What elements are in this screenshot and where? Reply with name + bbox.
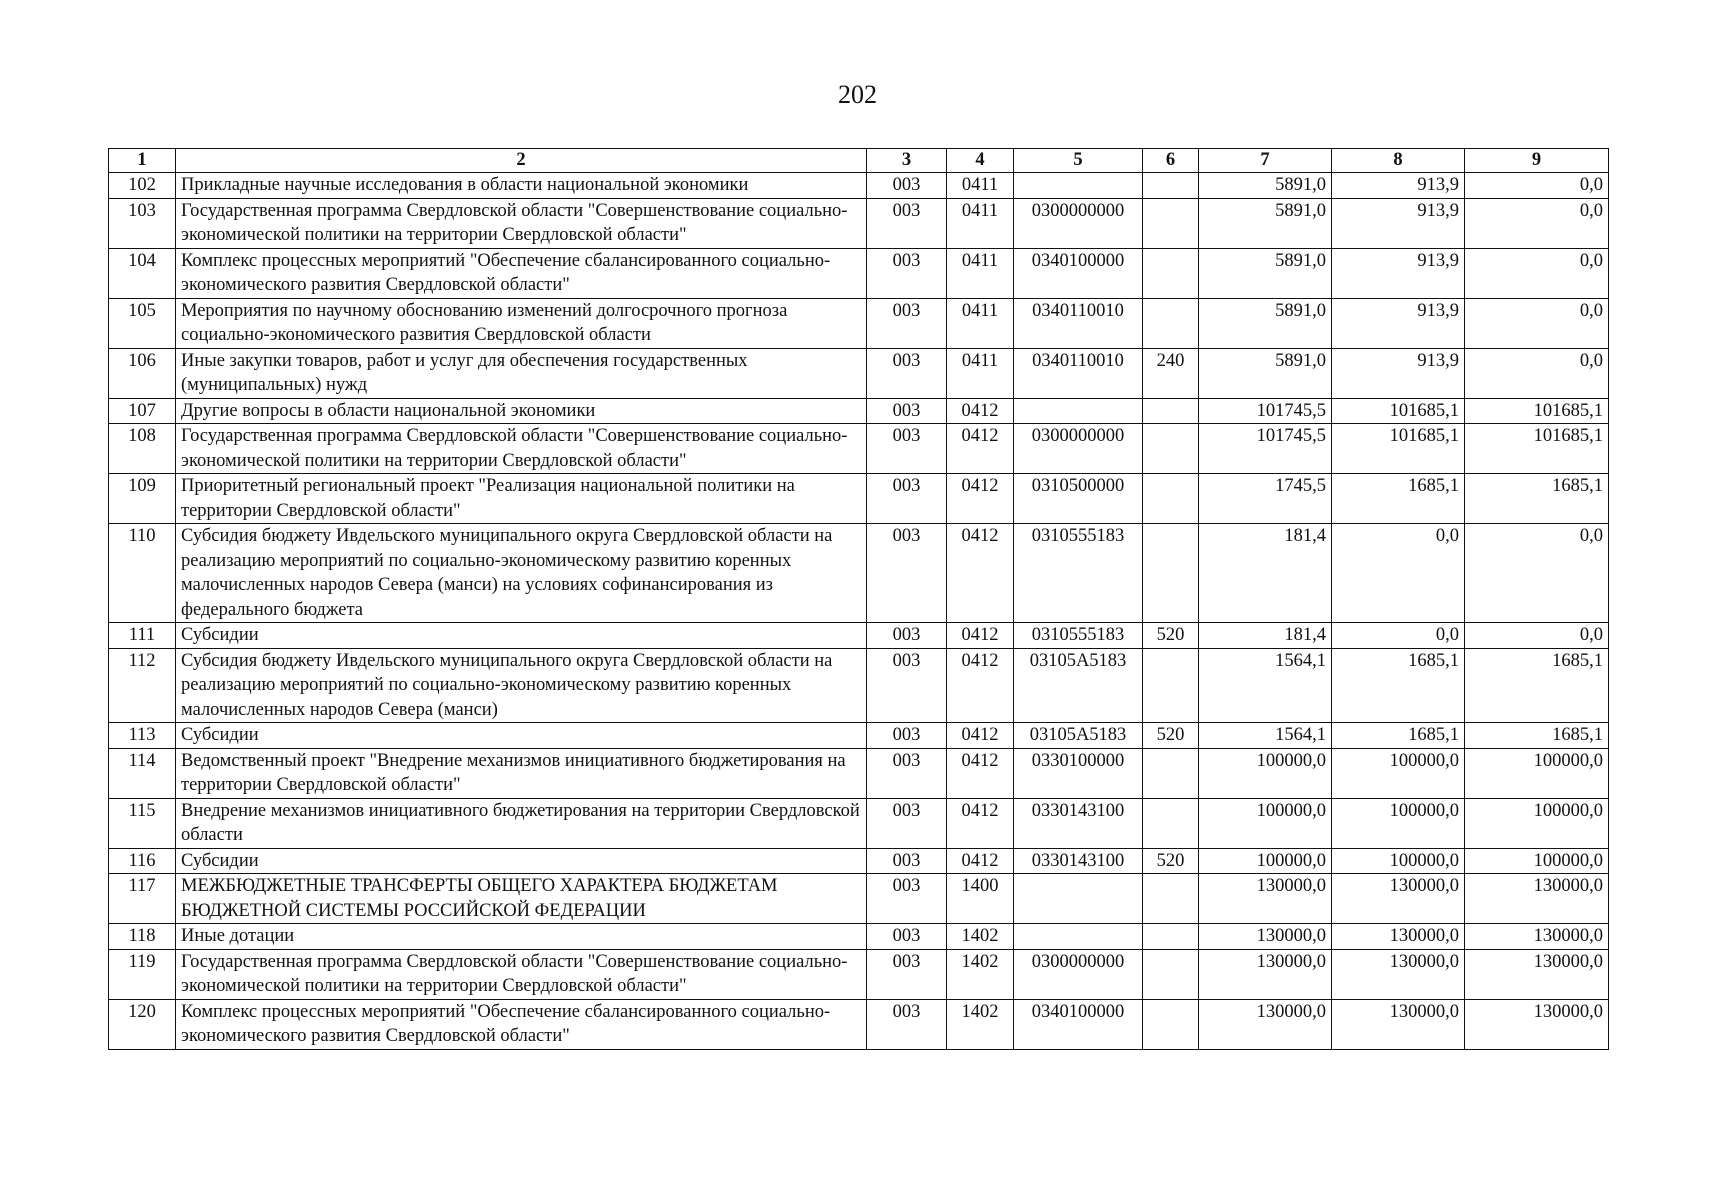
section-code: 0411 [947,248,1014,298]
amount-col-9: 130000,0 [1465,999,1609,1049]
expense-type-code [1143,298,1199,348]
ministry-code: 003 [867,248,947,298]
table-row [109,848,1609,874]
col-header-1: 1 [109,149,176,173]
section-code: 0412 [947,848,1014,874]
table-row [109,474,1609,524]
section-code: 0412 [947,748,1014,798]
amount-col-7: 100000,0 [1199,748,1332,798]
amount-col-7: 5891,0 [1199,198,1332,248]
expense-type-code: 520 [1143,723,1199,749]
section-code: 0412 [947,623,1014,649]
amount-col-8: 100000,0 [1332,748,1465,798]
expense-type-code: 520 [1143,623,1199,649]
row-description: Мероприятия по научному обоснованию изменений долгосрочного прогноза социально-экономического развития Свердловской области [176,298,867,348]
expense-type-code [1143,999,1199,1049]
amount-col-9: 1685,1 [1465,723,1609,749]
amount-col-9: 0,0 [1465,173,1609,199]
col-header-9: 9 [1465,149,1609,173]
row-number: 102 [109,173,176,199]
table-body [109,173,1609,1050]
row-number: 110 [109,524,176,623]
header-row [109,149,1609,173]
ministry-code: 003 [867,999,947,1049]
row-number: 112 [109,648,176,723]
amount-col-9: 0,0 [1465,198,1609,248]
target-article-code: 0340110010 [1014,348,1143,398]
section-code: 1400 [947,874,1014,924]
target-article-code: 0300000000 [1014,949,1143,999]
row-description: Субсидия бюджету Ивдельского муниципального округа Свердловской области на реализацию мероприятий по социально-экономическому развитию коренных малочисленных народов Севера (манси) на условиях софинансирования из федерального бюджета [176,524,867,623]
row-description: Субсидия бюджету Ивдельского муниципального округа Свердловской области на реализацию мероприятий по социально-экономическому развитию коренных малочисленных народов Севера (манси) [176,648,867,723]
amount-col-9: 1685,1 [1465,648,1609,723]
target-article-code: 0330143100 [1014,798,1143,848]
amount-col-7: 181,4 [1199,623,1332,649]
section-code: 0411 [947,173,1014,199]
row-description: Субсидии [176,848,867,874]
target-article-code: 03105A5183 [1014,723,1143,749]
section-code: 0412 [947,474,1014,524]
section-code: 1402 [947,924,1014,950]
amount-col-8: 130000,0 [1332,999,1465,1049]
table-row [109,723,1609,749]
row-description: Комплекс процессных мероприятий "Обеспечение сбалансированного социально-экономического развития Свердловской области" [176,248,867,298]
row-number: 106 [109,348,176,398]
row-description: Иные дотации [176,924,867,950]
target-article-code: 0310555183 [1014,524,1143,623]
expense-type-code [1143,648,1199,723]
section-code: 0411 [947,298,1014,348]
section-code: 1402 [947,999,1014,1049]
expense-type-code [1143,198,1199,248]
expense-type-code [1143,398,1199,424]
amount-col-8: 1685,1 [1332,648,1465,723]
table-row [109,748,1609,798]
section-code: 0412 [947,723,1014,749]
row-number: 111 [109,623,176,649]
row-description: Прикладные научные исследования в области национальной экономики [176,173,867,199]
ministry-code: 003 [867,748,947,798]
section-code: 0411 [947,198,1014,248]
row-description: Государственная программа Свердловской области "Совершенствование социально-экономической политики на территории Свердловской области" [176,424,867,474]
ministry-code: 003 [867,348,947,398]
table-row [109,248,1609,298]
expense-type-code [1143,924,1199,950]
target-article-code [1014,398,1143,424]
table-row [109,198,1609,248]
amount-col-8: 1685,1 [1332,474,1465,524]
amount-col-8: 101685,1 [1332,398,1465,424]
col-header-8: 8 [1332,149,1465,173]
row-number: 116 [109,848,176,874]
ministry-code: 003 [867,798,947,848]
ministry-code: 003 [867,298,947,348]
table-row [109,924,1609,950]
row-description: Государственная программа Свердловской области "Совершенствование социально-экономической политики на территории Свердловской области" [176,949,867,999]
col-header-6: 6 [1143,149,1199,173]
target-article-code: 0300000000 [1014,198,1143,248]
expense-type-code [1143,248,1199,298]
target-article-code [1014,173,1143,199]
expense-type-code [1143,874,1199,924]
amount-col-7: 5891,0 [1199,298,1332,348]
expense-type-code: 520 [1143,848,1199,874]
amount-col-7: 101745,5 [1199,398,1332,424]
ministry-code: 003 [867,924,947,950]
amount-col-8: 0,0 [1332,623,1465,649]
target-article-code: 0330100000 [1014,748,1143,798]
amount-col-8: 913,9 [1332,173,1465,199]
section-code: 0411 [947,348,1014,398]
target-article-code: 0340100000 [1014,248,1143,298]
expense-type-code [1143,173,1199,199]
row-description: Внедрение механизмов инициативного бюджетирования на территории Свердловской области [176,798,867,848]
amount-col-9: 130000,0 [1465,924,1609,950]
target-article-code: 0300000000 [1014,424,1143,474]
row-description: Иные закупки товаров, работ и услуг для обеспечения государственных (муниципальных) нужд [176,348,867,398]
ministry-code: 003 [867,474,947,524]
amount-col-7: 5891,0 [1199,348,1332,398]
row-description: Другие вопросы в области национальной экономики [176,398,867,424]
amount-col-8: 913,9 [1332,298,1465,348]
row-number: 104 [109,248,176,298]
amount-col-9: 100000,0 [1465,748,1609,798]
row-description: МЕЖБЮДЖЕТНЫЕ ТРАНСФЕРТЫ ОБЩЕГО ХАРАКТЕРА БЮДЖЕТАМ БЮДЖЕТНОЙ СИСТЕМЫ РОССИЙСКОЙ ФЕДЕРАЦИИ [176,874,867,924]
ministry-code: 003 [867,173,947,199]
target-article-code: 03105A5183 [1014,648,1143,723]
row-number: 118 [109,924,176,950]
row-number: 117 [109,874,176,924]
amount-col-8: 100000,0 [1332,798,1465,848]
amount-col-7: 1564,1 [1199,723,1332,749]
amount-col-8: 1685,1 [1332,723,1465,749]
amount-col-9: 101685,1 [1465,398,1609,424]
amount-col-7: 100000,0 [1199,848,1332,874]
amount-col-8: 913,9 [1332,248,1465,298]
amount-col-9: 0,0 [1465,248,1609,298]
ministry-code: 003 [867,198,947,248]
col-header-7: 7 [1199,149,1332,173]
target-article-code: 0310555183 [1014,623,1143,649]
expense-type-code [1143,949,1199,999]
row-number: 115 [109,798,176,848]
row-description: Приоритетный региональный проект "Реализация национальной политики на территории Свердловской области" [176,474,867,524]
table-row [109,173,1609,199]
amount-col-8: 101685,1 [1332,424,1465,474]
amount-col-8: 913,9 [1332,198,1465,248]
amount-col-7: 101745,5 [1199,424,1332,474]
row-number: 103 [109,198,176,248]
row-number: 114 [109,748,176,798]
amount-col-9: 0,0 [1465,348,1609,398]
amount-col-7: 5891,0 [1199,248,1332,298]
section-code: 1402 [947,949,1014,999]
table-row [109,524,1609,623]
target-article-code: 0330143100 [1014,848,1143,874]
col-header-5: 5 [1014,149,1143,173]
row-number: 120 [109,999,176,1049]
amount-col-7: 1564,1 [1199,648,1332,723]
amount-col-8: 913,9 [1332,348,1465,398]
target-article-code [1014,924,1143,950]
amount-col-9: 100000,0 [1465,798,1609,848]
row-number: 113 [109,723,176,749]
ministry-code: 003 [867,648,947,723]
amount-col-9: 130000,0 [1465,949,1609,999]
expense-type-code: 240 [1143,348,1199,398]
amount-col-7: 130000,0 [1199,999,1332,1049]
amount-col-8: 130000,0 [1332,949,1465,999]
table-row [109,648,1609,723]
table-row [109,798,1609,848]
ministry-code: 003 [867,398,947,424]
amount-col-9: 1685,1 [1465,474,1609,524]
amount-col-8: 130000,0 [1332,924,1465,950]
section-code: 0412 [947,424,1014,474]
amount-col-7: 130000,0 [1199,949,1332,999]
table-row [109,398,1609,424]
page-number: 202 [838,80,877,109]
amount-col-7: 130000,0 [1199,874,1332,924]
table-row [109,999,1609,1049]
budget-table [108,148,1609,1050]
row-description: Комплекс процессных мероприятий "Обеспечение сбалансированного социально-экономического развития Свердловской области" [176,999,867,1049]
target-article-code [1014,874,1143,924]
table-row [109,424,1609,474]
table-row [109,623,1609,649]
amount-col-7: 1745,5 [1199,474,1332,524]
amount-col-8: 130000,0 [1332,874,1465,924]
table-row [109,949,1609,999]
ministry-code: 003 [867,848,947,874]
row-description: Государственная программа Свердловской области "Совершенствование социально-экономической политики на территории Свердловской области" [176,198,867,248]
ministry-code: 003 [867,723,947,749]
expense-type-code [1143,474,1199,524]
row-number: 109 [109,474,176,524]
section-code: 0412 [947,398,1014,424]
expense-type-code [1143,424,1199,474]
row-number: 108 [109,424,176,474]
target-article-code: 0310500000 [1014,474,1143,524]
amount-col-9: 130000,0 [1465,874,1609,924]
amount-col-8: 0,0 [1332,524,1465,623]
row-description: Ведомственный проект "Внедрение механизмов инициативного бюджетирования на территории Свердловской области" [176,748,867,798]
amount-col-9: 0,0 [1465,623,1609,649]
ministry-code: 003 [867,623,947,649]
target-article-code: 0340100000 [1014,999,1143,1049]
amount-col-7: 181,4 [1199,524,1332,623]
ministry-code: 003 [867,524,947,623]
amount-col-7: 5891,0 [1199,173,1332,199]
table-row [109,348,1609,398]
amount-col-9: 101685,1 [1465,424,1609,474]
section-code: 0412 [947,798,1014,848]
amount-col-9: 0,0 [1465,524,1609,623]
amount-col-9: 0,0 [1465,298,1609,348]
col-header-2: 2 [176,149,867,173]
amount-col-7: 130000,0 [1199,924,1332,950]
row-number: 107 [109,398,176,424]
section-code: 0412 [947,648,1014,723]
ministry-code: 003 [867,949,947,999]
table-row [109,874,1609,924]
expense-type-code [1143,524,1199,623]
row-number: 105 [109,298,176,348]
col-header-3: 3 [867,149,947,173]
ministry-code: 003 [867,424,947,474]
expense-type-code [1143,798,1199,848]
table-row [109,298,1609,348]
amount-col-7: 100000,0 [1199,798,1332,848]
expense-type-code [1143,748,1199,798]
amount-col-9: 100000,0 [1465,848,1609,874]
ministry-code: 003 [867,874,947,924]
row-description: Субсидии [176,723,867,749]
amount-col-8: 100000,0 [1332,848,1465,874]
row-description: Субсидии [176,623,867,649]
col-header-4: 4 [947,149,1014,173]
target-article-code: 0340110010 [1014,298,1143,348]
row-number: 119 [109,949,176,999]
section-code: 0412 [947,524,1014,623]
